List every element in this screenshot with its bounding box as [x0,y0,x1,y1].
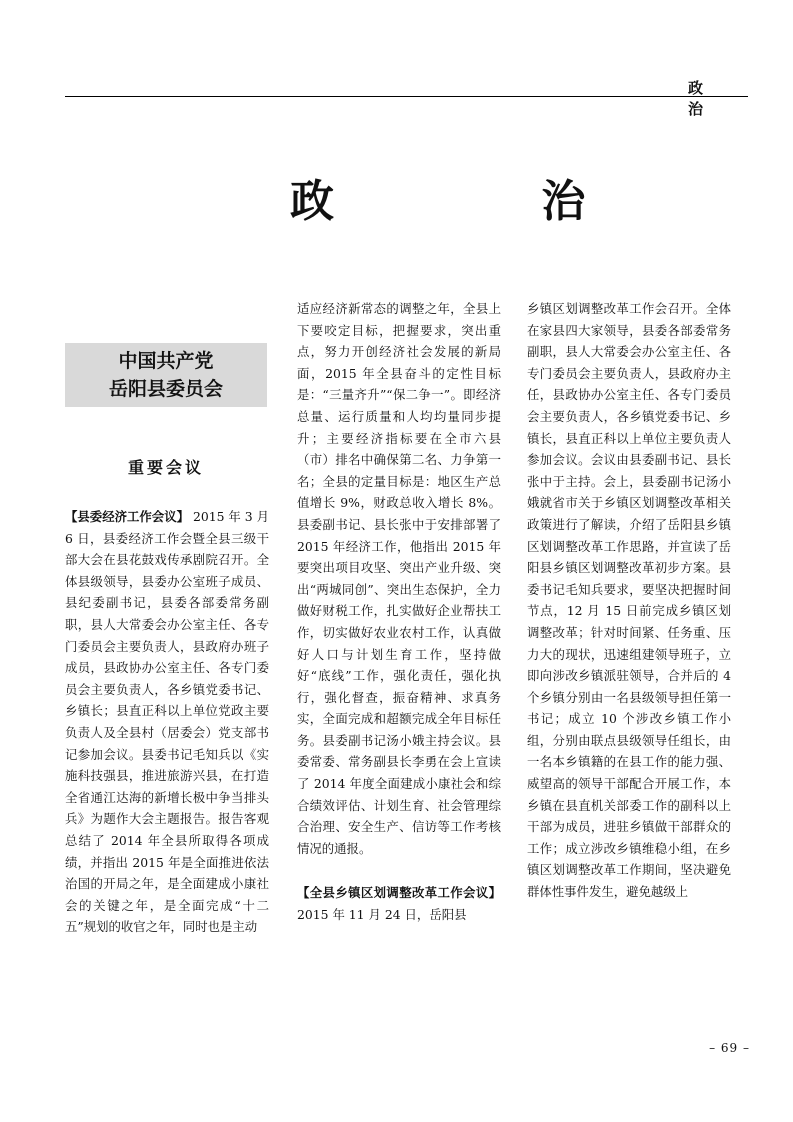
section-heading-line1: 中国共产党 [118,350,214,372]
running-head: 政 治 [688,79,714,118]
article-paragraph-continued: 适应经济新常态的调整之年，全县上下要咬定目标，把握要求，突出重点，努力开创经济社会发展的新局面，2015 年全县奋斗的定性目标是：“三量齐升”“保二争一”。即经济总量、运行质量和人均均量同步提升；主要经济指标要在全市六县（市）排名中确保第二名、力争第一名；全县的定量目标是：地区生产总值增长 9%，财政总收入增长 8%。县委副书记、县长张中于安排部署了 2015 年经济工作，他指出 2015 年要突出项目攻坚、突出产业升级、突出“两城同创”、突出生态保护，全力做好财税工作，扎实做好企业帮扶工作，切实做好农业农村工作，认真做好人口与计划生育工作，坚持做好“底线”工作，强化责任，强化执行，强化督查，振奋精神、求真务实，全面完成和超额完成全年目标任务。县委副书记汤小娥主持会议。县委常委、常务副县长李勇在会上宣读了 2014 年度全面建成小康社会和综合绩效评估、计划生育、社会管理综合治理、安全生产、信访等工作考核情况的通报。 [297,301,501,856]
article-lead: 【全县乡镇区划调整改革工作会议】 [297,885,501,901]
article-paragraph-continued: 乡镇区划调整改革工作会召开。全体在家县四大家领导，县委各部委常务副职，县人大常委会办公室主任、各专门委员会主要负责人，县政府办主任，县政协办公室主任、各专门委员会主要负责人，各乡镇党委书记、乡镇长，县直正科以上单位主要负责人参加会议。会议由县委副书记、县长张中于主持。会上，县委副书记汤小娥就省市关于乡镇区划调整改革相关政策进行了解读，介绍了岳阳县乡镇区划调整改革工作思路，并宣读了岳阳县乡镇区划调整改革初步方案。县委书记毛知兵要求，要坚决把握时间节点，12 月 15 日前完成乡镇区划调整改革；针对时间紧、任务重、压力大的现状，迅速组建领导班子，立即向涉改乡镇派驻领导，合并后的 4 个乡镇分别由一名县级领导担任第一书记；成立 10 个涉改乡镇工作小组，分别由联点县级领导任组长，由一名本乡镇籍的在县工作的能力强、威望高的领导干部配合开展工作，本乡镇在县直机关部委工作的副科以上干部为成员，进驻乡镇做干部群众的工作；成立涉改乡镇维稳小组，在乡镇区划调整改革工作期间，坚决避免群体性事件发生，避免越级上 [527,301,731,900]
chapter-title: 政 治 [290,176,682,227]
article-paragraph [297,882,501,925]
text-column-1 [65,506,269,938]
page-number: – 69 – [709,1041,750,1055]
text-column-3 [527,298,731,903]
text-column-2 [297,298,501,926]
article-lead: 【县委经济工作会议】 [65,509,189,524]
section-heading-line2: 岳阳县委员会 [108,378,223,400]
header-rule [65,96,748,97]
section-heading-box [65,343,267,407]
article-body: 2015 年 11 月 24 日，岳阳县 [297,907,467,923]
article-body: 2015 年 3 月 6 日，县委经济工作会暨全县三级干部大会在县花鼓戏传承剧院召开。全体县级领导，县委办公室班子成员、县纪委副书记，县委各部委常务副职，县人大常委会办公室主任、各专门委员会主要负责人，县政府办班子成员，县政协办公室主任、各专门委员会主要负责人，各乡镇党委书记、乡镇长；县直正科以上单位党政主要负责人及全县村（居委会）党支部书记参加会议。县委书记毛知兵以《实施科技强县，推进旅游兴县，在打造全省通江达海的新增长极中争当排头兵》为题作大会主题报告。报告客观总结了 2014 年全县所取得各项成绩，并指出 2015 年是全面推进依法治国的开局之年，是全面建成小康社会的关键之年，是全面完成“十二五”规划的收官之年，同时也是主动 [65,509,270,935]
article-paragraph [65,506,269,938]
subsection-heading: 重要会议 [127,458,204,477]
